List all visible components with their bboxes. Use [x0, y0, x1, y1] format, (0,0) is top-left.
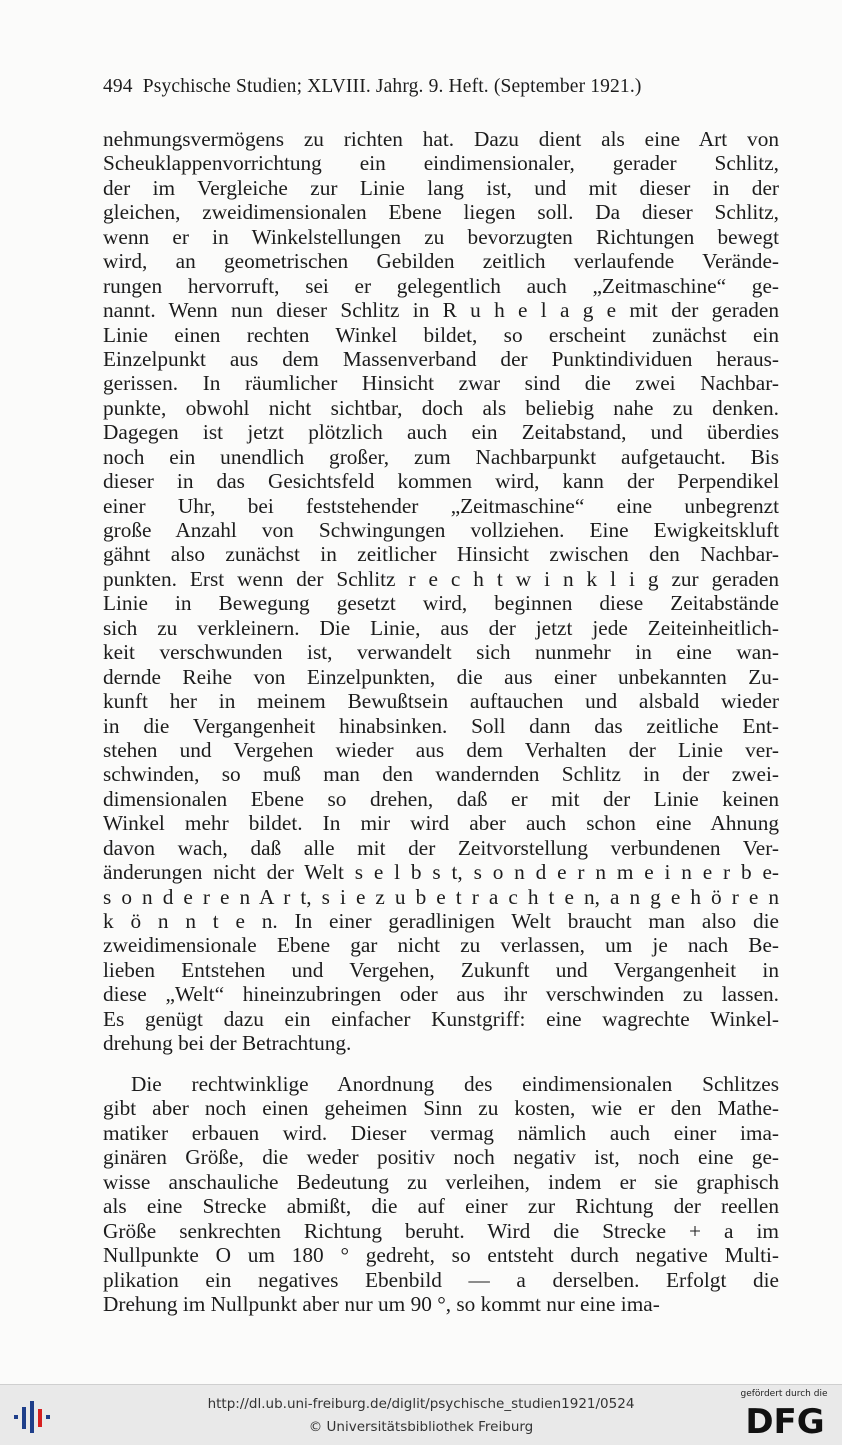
body-paragraph-2 — [103, 1072, 779, 1316]
text-line: Linie einen rechten Winkel bildet, so erscheint zunächst ein — [103, 322, 779, 347]
text-line: große Anzahl von Schwingungen vollziehen. Eine Ewigkeitskluft — [103, 518, 779, 542]
text-line: matiker erbauen wird. Dieser vermag nämlich auch einer ima- — [103, 1120, 779, 1145]
text-line: wenn er in Winkelstellungen zu bevorzugten Richtungen bewegt — [103, 224, 779, 249]
text-line: s o n d e r e n A r t, s i e z u b e t r a c h t e n, a n g e h ö r e n — [103, 884, 779, 909]
text-line: nannt. Wenn nun dieser Schlitz in R u h e l a g e mit der geraden — [103, 298, 779, 323]
text-line: änderungen nicht der Welt s e l b s t, s o n d e r n m e i n e r b e- — [103, 860, 779, 885]
text-line: diese „Welt“ hineinzubringen oder aus ihr verschwinden zu lassen. — [103, 982, 779, 1007]
text-line: als eine Strecke abmißt, die auf einer zur Richtung der reellen — [103, 1194, 779, 1219]
dfg-caption: gefördert durch die — [740, 1389, 828, 1399]
text-line: in die Vergangenheit hinabsinken. Soll dann das zeitliche Ent- — [103, 713, 779, 738]
text-line: punkte, obwohl nicht sichtbar, doch als beliebig nahe zu denken. — [103, 395, 779, 420]
permalink-url[interactable]: http://dl.ub.uni-freiburg.de/diglit/psychische_studien1921/0524 — [207, 1396, 635, 1412]
text-line: dieser in das Gesichtsfeld kommen wird, kann der Perpendikel — [103, 469, 779, 494]
text-line: Einzelpunkt aus dem Massenverband der Punktindividuen heraus- — [103, 346, 779, 371]
text-line: Drehung im Nullpunkt aber nur um 90 °, so kommt nur eine ima- — [103, 1291, 660, 1316]
running-header — [103, 76, 733, 98]
text-line: Es genügt dazu ein einfacher Kunstgriff: eine wagrechte Winkel- — [103, 1006, 779, 1031]
body-paragraph-1 — [103, 127, 779, 1056]
text-line: rungen hervorruft, sei er gelegentlich auch „Zeitmaschine“ ge- — [103, 273, 779, 298]
text-line: schwinden, so muß man den wandernden Schlitz in der zwei- — [103, 762, 779, 787]
text-line: Nullpunkte O um 180 ° gedreht, so entsteht durch negative Multi- — [103, 1243, 779, 1268]
text-line: keit verschwunden ist, verwandelt sich nunmehr in eine wan- — [103, 640, 779, 665]
text-line: wisse anschauliche Bedeutung zu verleihen, indem er sie graphisch — [103, 1169, 779, 1194]
text-line: nehmungsvermögens zu richten hat. Dazu dient als eine Art von — [103, 127, 779, 151]
text-line: k ö n n t e n. In einer geradlinigen Welt braucht man also die — [103, 909, 779, 933]
text-line: dimensionalen Ebene so drehen, daß er mit der Linie keinen — [103, 786, 779, 811]
dfg-logo-text: DFG — [745, 1402, 825, 1439]
viewer-footer-bar — [0, 1384, 842, 1445]
text-line: Die rechtwinklige Anordnung des eindimensionalen Schlitzes — [131, 1072, 779, 1096]
text-line: Dagegen ist jetzt plötzlich auch ein Zeitabstand, und überdies — [103, 420, 779, 445]
text-line: ginären Größe, die weder positiv noch negativ ist, noch eine ge- — [103, 1145, 779, 1170]
text-line: zweidimensionale Ebene gar nicht zu verlassen, um je nach Be- — [103, 933, 779, 958]
dfg-logo-icon — [738, 1401, 832, 1439]
text-line: sich zu verkleinern. Die Linie, aus der jetzt jede Zeiteinheitlich- — [103, 615, 779, 640]
text-line: drehung bei der Betrachtung. — [103, 1031, 352, 1056]
text-line: Größe senkrechten Richtung beruht. Wird die Strecke + a im — [103, 1218, 779, 1243]
text-line: einer Uhr, bei feststehender „Zeitmaschine“ eine unbegrenzt — [103, 493, 779, 518]
text-line: der im Vergleiche zur Linie lang ist, und mit dieser in der — [103, 175, 779, 200]
text-line: gerissen. In räumlicher Hinsicht zwar sind die zwei Nachbar- — [103, 371, 779, 396]
text-line: plikation ein negatives Ebenbild — a derselben. Erfolgt die — [103, 1267, 779, 1292]
text-line: punkten. Erst wenn der Schlitz r e c h t w i n k l i g zur geraden — [103, 566, 779, 591]
page-number: 494 — [103, 76, 133, 97]
running-title: Psychische Studien; XLVIII. Jahrg. 9. Heft. (September 1921.) — [142, 76, 642, 97]
text-line: davon wach, daß alle mit der Zeitvorstellung verbundenen Ver- — [103, 835, 779, 860]
text-line: Winkel mehr bildet. In mir wird aber auch schon eine Ahnung — [103, 811, 779, 836]
text-line: Linie in Bewegung gesetzt wird, beginnen diese Zeitabstände — [103, 591, 779, 616]
text-line: stehen und Vergehen wieder aus dem Verhalten der Linie ver- — [103, 737, 779, 762]
text-line: Scheuklappenvorrichtung ein eindimensionaler, gerader Schlitz, — [103, 151, 779, 176]
text-line: lieben Entstehen und Vergehen, Zukunft und Vergangenheit in — [103, 957, 779, 982]
text-line: wird, an geometrischen Gebilden zeitlich verlaufende Verände- — [103, 249, 779, 274]
text-line: gibt aber noch einen geheimen Sinn zu kosten, wie er den Mathe- — [103, 1096, 779, 1121]
text-line: gleichen, zweidimensionalen Ebene liegen soll. Da dieser Schlitz, — [103, 200, 779, 225]
text-line: gähnt also zunächst in zeitlicher Hinsicht zwischen den Nachbar- — [103, 542, 779, 567]
copyright-notice: © Universitätsbibliothek Freiburg — [308, 1419, 534, 1435]
text-line: dernde Reihe von Einzelpunkten, die aus einer unbekannten Zu- — [103, 664, 779, 689]
text-line: noch ein unendlich großer, zum Nachbarpunkt aufgetaucht. Bis — [103, 444, 779, 469]
text-line: kunft her in meinem Bewußtsein auftauchen und alsbald wieder — [103, 689, 779, 714]
